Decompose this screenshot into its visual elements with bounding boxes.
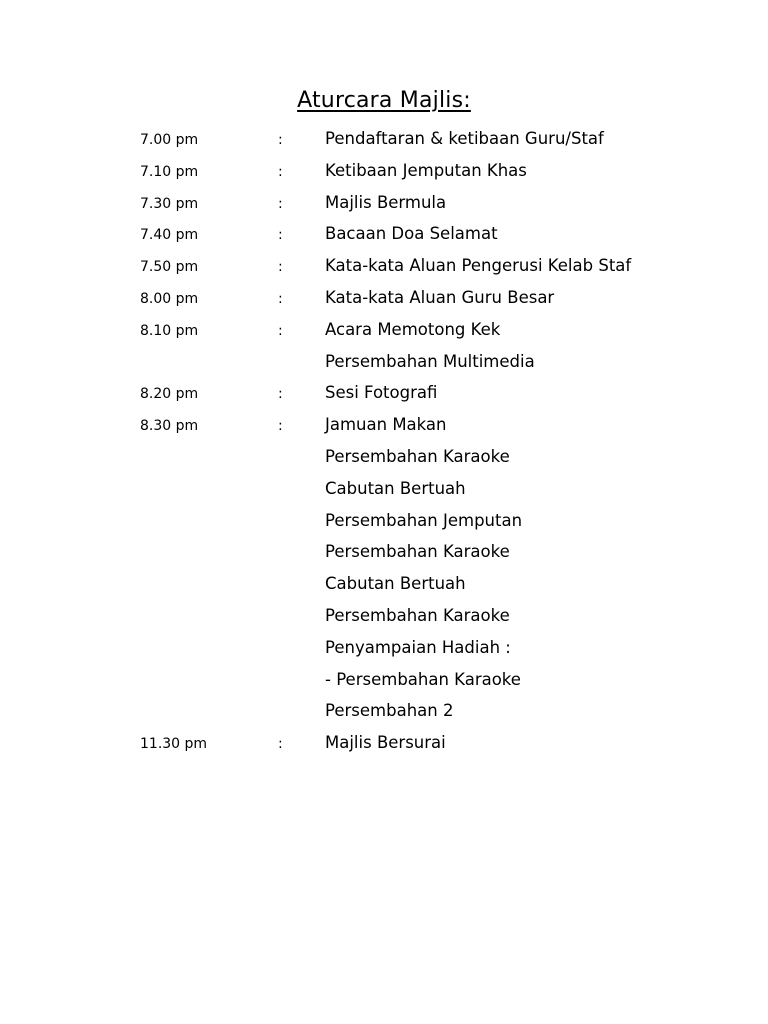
schedule-row — [0, 635, 768, 667]
schedule-row — [0, 444, 768, 476]
schedule-separator: : — [278, 163, 283, 180]
schedule-activity: Cabutan Bertuah — [325, 478, 466, 498]
schedule-activity: Penyampaian Hadiah : — [325, 637, 511, 657]
schedule-row — [0, 539, 768, 571]
schedule-row — [0, 380, 768, 412]
schedule-row — [0, 508, 768, 540]
schedule-activity: Persembahan Karaoke — [325, 605, 510, 625]
schedule-row — [0, 253, 768, 285]
schedule-row — [0, 126, 768, 158]
schedule-activity: Persembahan 2 — [325, 701, 454, 721]
schedule-row — [0, 412, 768, 444]
schedule-separator: : — [278, 227, 283, 244]
schedule-separator: : — [278, 259, 283, 276]
schedule-row — [0, 190, 768, 222]
schedule-separator: : — [278, 195, 283, 212]
schedule-row — [0, 349, 768, 381]
schedule-separator: : — [278, 322, 283, 339]
schedule-activity: Ketibaan Jemputan Khas — [325, 160, 527, 180]
schedule-row — [0, 317, 768, 349]
schedule-activity: Persembahan Multimedia — [325, 351, 535, 371]
schedule-activity: - Persembahan Karaoke — [325, 669, 521, 689]
schedule-activity: Persembahan Jemputan — [325, 510, 523, 530]
schedule-activity: Sesi Fotografi — [325, 383, 438, 403]
page-title: Aturcara Majlis: — [297, 88, 471, 113]
schedule-row — [0, 285, 768, 317]
schedule-activity: Majlis Bermula — [325, 192, 447, 212]
schedule-row — [0, 603, 768, 635]
schedule-activity: Persembahan Karaoke — [325, 542, 510, 562]
schedule-separator: : — [278, 736, 283, 753]
schedule-separator: : — [278, 290, 283, 307]
schedule-row — [0, 698, 768, 730]
schedule-time: 7.50 pm — [140, 259, 199, 276]
schedule-time: 7.30 pm — [140, 195, 199, 212]
schedule-activity: Bacaan Doa Selamat — [325, 224, 498, 244]
schedule-list — [0, 126, 768, 762]
schedule-activity: Kata-kata Aluan Guru Besar — [325, 287, 555, 307]
schedule-time: 7.40 pm — [140, 227, 199, 244]
schedule-separator: : — [278, 132, 283, 148]
schedule-time: 8.00 pm — [140, 290, 199, 307]
schedule-separator: : — [278, 386, 283, 403]
schedule-activity: Pendaftaran & ketibaan Guru/Staf — [325, 129, 604, 148]
schedule-activity: Jamuan Makan — [325, 415, 447, 435]
schedule-row — [0, 158, 768, 190]
schedule-activity: Cabutan Bertuah — [325, 574, 466, 594]
schedule-row — [0, 476, 768, 508]
schedule-time: 8.20 pm — [140, 386, 199, 403]
schedule-activity: Kata-kata Aluan Pengerusi Kelab Staf — [325, 256, 632, 276]
schedule-row — [0, 221, 768, 253]
schedule-separator: : — [278, 418, 283, 435]
schedule-activity: Majlis Bersurai — [325, 733, 446, 753]
schedule-row — [0, 730, 768, 762]
schedule-row — [0, 571, 768, 603]
schedule-time: 8.10 pm — [140, 322, 199, 339]
schedule-activity: Persembahan Karaoke — [325, 446, 510, 466]
schedule-time: 8.30 pm — [140, 418, 199, 435]
schedule-time: 11.30 pm — [140, 736, 208, 753]
schedule-activity: Acara Memotong Kek — [325, 319, 501, 339]
schedule-time: 7.10 pm — [140, 163, 199, 180]
schedule-row — [0, 667, 768, 699]
schedule-time: 7.00 pm — [140, 132, 199, 148]
